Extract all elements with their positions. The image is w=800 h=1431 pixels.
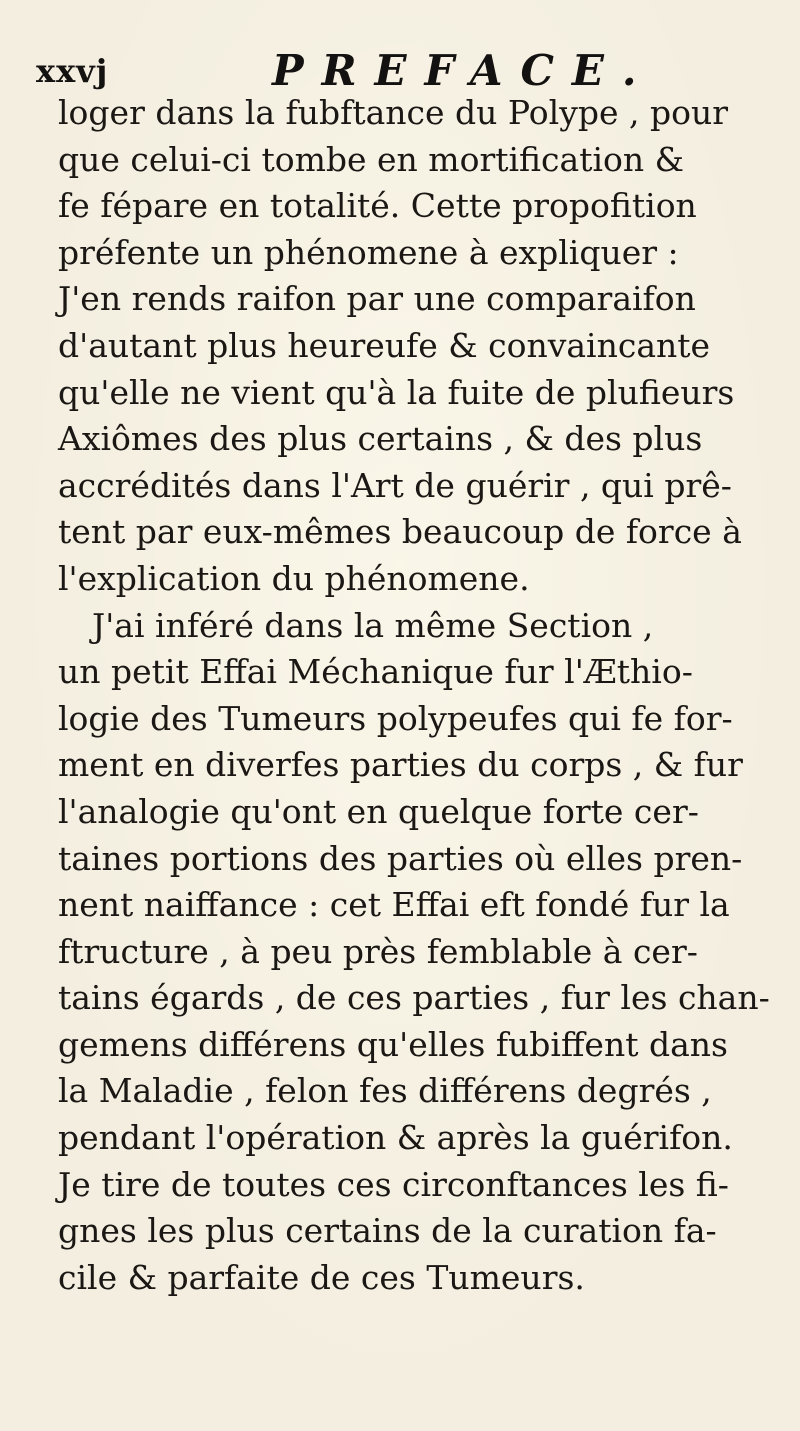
text-line: Je tire de toutes ces circonftances les fi-	[58, 1164, 729, 1204]
text-line: taines portions des parties où elles pren-	[58, 838, 743, 878]
text-line: ment en diverfes parties du corps , & fur	[58, 745, 743, 785]
text-line: d'autant plus heureufe & convaincante	[58, 325, 711, 365]
body-text	[58, 90, 778, 1301]
text-line: gnes les plus certains de la curation fa-	[58, 1211, 717, 1251]
text-line: l'analogie qu'ont en quelque forte cer-	[58, 791, 699, 831]
text-line: logie des Tumeurs polypeufes qui fe for-	[58, 698, 733, 738]
text-line: qu'elle ne vient qu'à la fuite de plufieurs	[58, 372, 735, 412]
text-line: tains égards , de ces parties , fur les chan-	[58, 978, 770, 1018]
text-line: tent par eux-mêmes beaucoup de force à	[58, 512, 742, 552]
text-line: l'explication du phénomene.	[58, 558, 530, 598]
page-header	[36, 46, 756, 94]
text-line: la Maladie , felon fes différens degrés ,	[58, 1071, 712, 1111]
text-line: pendant l'opération & après la guérifon.	[58, 1118, 733, 1158]
text-line: nent naiffance : cet Effai eft fondé fur la	[58, 885, 730, 925]
text-line: cile & parfaite de ces Tumeurs.	[58, 1257, 585, 1297]
text-line: un petit Effai Méchanique fur l'Æthio-	[58, 652, 693, 692]
text-line: Axiômes des plus certains , & des plus	[58, 419, 703, 459]
text-line: fe fépare en totalité. Cette propofition	[58, 186, 697, 226]
text-line: loger dans la fubftance du Polype , pour	[58, 93, 728, 132]
text-line: ftructure , à peu près femblable à cer-	[58, 931, 698, 971]
paragraph-start-line: J'ai inféré dans la même Section ,	[92, 605, 654, 645]
text-line: accrédités dans l'Art de guérir , qui prê-	[58, 465, 732, 505]
text-line: gemens différens qu'elles fubiffent dans	[58, 1024, 728, 1064]
text-line: que celui-ci tombe en mortification &	[58, 139, 685, 179]
page-number: xxvj	[36, 52, 109, 90]
text-line: J'en rends raifon par une comparaifon	[58, 279, 696, 319]
text-line: préfente un phénomene à expliquer :	[58, 232, 679, 272]
running-title: PREFACE.	[272, 46, 655, 95]
